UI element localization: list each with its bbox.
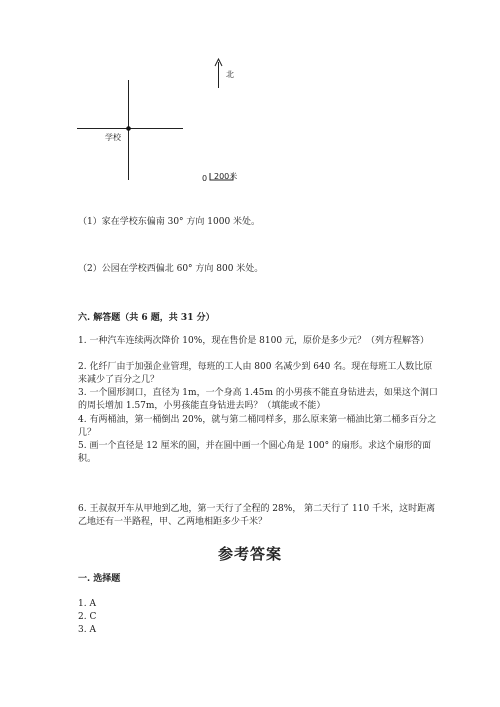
problem-1: 1. 一种汽车连续两次降价 10%，现在售价是 8100 元，原价是多少元？（列方程解答）: [78, 336, 429, 346]
problem-4: 4. 有两桶油，第一桶倒出 20%，就与第二桶同样多，那么原来第一桶油比第二桶多百分之几？: [78, 415, 437, 438]
scale-distance-label: 200米: [214, 172, 238, 181]
direction-diagram: [0, 0, 500, 200]
school-point: [126, 126, 131, 131]
question-2: （2）公园在学校西偏北 60° 方向 800 米处。: [78, 264, 264, 274]
answers-section-heading: 一. 选择题: [78, 574, 121, 584]
north-label: 北: [226, 70, 234, 79]
section-6-heading: 六. 解答题（共 6 题，共 31 分）: [78, 313, 215, 323]
problem-3: 3. 一个圆形洞口，直径为 1m，一个身高 1.45m 的小男孩不能直身钻进去，如果这个洞口的周长增加 1.57m，小男孩能直身钻进去吗？（填能或不能）: [78, 388, 438, 411]
problem-6: 6. 王叔叔开车从甲地到乙地，第一天行了全程的 28%， 第二天行了 110 千米，这时距离乙地还有一半路程，甲、乙两地相距多少千米？: [78, 504, 436, 527]
answer-item-2: 2. C: [78, 612, 97, 622]
school-label: 学校: [105, 133, 121, 142]
problem-2: 2. 化纤厂由于加强企业管理，每班的工人由 800 名减少到 640 名。现在每班工人数比原来减少了百分之几？: [78, 362, 433, 385]
scale-zero-label: 0: [202, 174, 208, 183]
answer-item-1: 1. A: [78, 599, 96, 609]
answers-title: 参考答案: [217, 545, 282, 563]
question-1: （1）家在学校东偏南 30° 方向 1000 米处。: [78, 217, 261, 227]
problem-5: 5. 画一个直径是 12 厘米的圆，并在圆中画一个圆心角是 100° 的扇形。求这个扇形的面积。: [78, 441, 432, 464]
answer-item-3: 3. A: [78, 625, 96, 635]
